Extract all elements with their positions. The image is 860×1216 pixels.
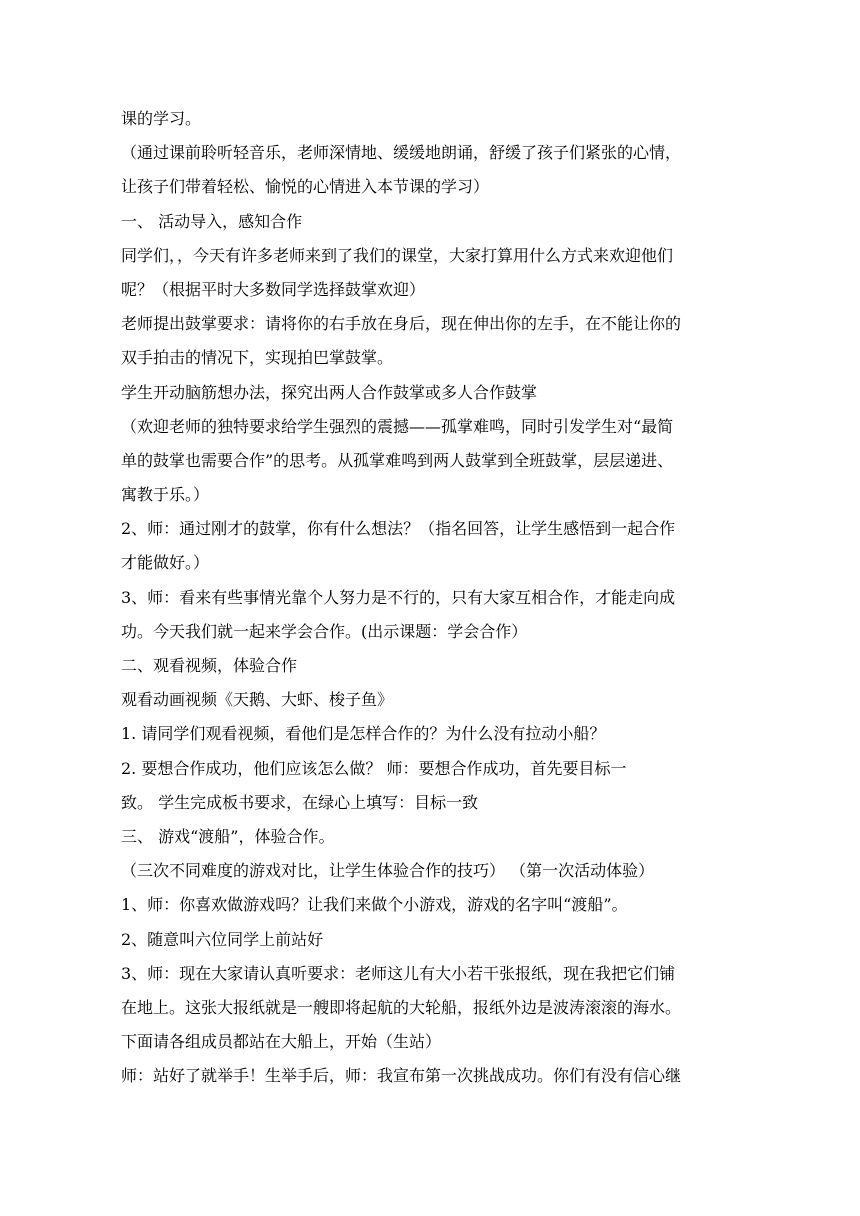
text-line: 让孩子们带着轻松、愉悦的心情进入本节课的学习）: [121, 177, 490, 197]
text-line: 寓教于乐。）: [121, 485, 210, 505]
text-line: 才能做好。）: [121, 553, 210, 573]
text-line: 3、师：现在大家请认真听要求：老师这儿有大小若干张报纸，现在我把它们铺: [121, 963, 676, 983]
text-line: 双手拍击的情况下，实现拍巴掌鼓掌。: [121, 348, 394, 368]
text-line: 课的学习。: [121, 109, 202, 128]
text-line: 学生开动脑筋想办法，探究出两人合作鼓掌或多人合作鼓掌: [121, 382, 538, 402]
text-line: 呢？（根据平时大多数同学选择鼓掌欢迎）: [121, 279, 426, 299]
text-line: 1. 请同学们观看视频，看他们是怎样合作的？为什么没有拉动小船？: [121, 724, 606, 744]
text-line: 下面请各组成员都站在大船上，开始（生站）: [121, 1032, 442, 1052]
text-line: 1、师：你喜欢做游戏吗？让我们来做个小游戏，游戏的名字叫“渡船”。: [121, 895, 628, 915]
text-line: 同学们，，今天有许多老师来到了我们的课堂，大家打算用什么方式来欢迎他们: [121, 245, 674, 265]
text-line: （三次不同难度的游戏对比，让学生体验合作的技巧） （第一次活动体验）: [121, 861, 655, 881]
section-heading: 一、 活动导入，感知合作: [121, 211, 303, 231]
section-heading: 二、观看视频，体验合作: [121, 656, 298, 675]
text-line: 老师提出鼓掌要求：请将你的右手放在身后，现在伸出你的左手，在不能让你的: [121, 314, 682, 334]
text-line: 2. 要想合作成功，他们应该怎么做？ 师：要想合作成功，首先要目标一: [121, 758, 627, 778]
text-line: （通过课前聆听轻音乐，老师深情地、缓缓地朗诵，舒缓了孩子们紧张的心情，: [121, 143, 682, 163]
section-heading: 三、 游戏“渡船”，体验合作。: [121, 826, 335, 846]
text-line: 3、师：看来有些事情光靠个人努力是不行的，只有大家互相合作，才能走向成: [121, 587, 676, 607]
text-line: 2、师：通过刚才的鼓掌，你有什么想法？（指名回答，让学生感悟到一起合作: [121, 519, 676, 539]
text-line: 致。 学生完成板书要求，在绿心上填写：目标一致: [121, 792, 479, 812]
text-line: 师：站好了就举手！生举手后，师：我宣布第一次挑战成功。你们有没有信心继: [121, 1066, 682, 1086]
text-line: 功。今天我们就一起来学会合作。(出示课题：学会合作）: [121, 621, 528, 641]
text-line: （欢迎老师的独特要求给学生强烈的震撼——孤掌难鸣，同时引发学生对“最简: [121, 416, 674, 436]
text-line: 单的鼓掌也需要合作”的思考。从孤掌难鸣到两人鼓掌到全班鼓掌，层层递进、: [121, 450, 674, 470]
document-body: [121, 102, 741, 1093]
text-line: 2、随意叫六位同学上前站好: [121, 929, 324, 949]
text-line: 观看动画视频《天鹅、大虾、梭子鱼》: [121, 690, 394, 710]
text-line: 在地上。这张大报纸就是一艘即将起航的大轮船，报纸外边是波涛滚滚的海水。: [121, 997, 682, 1017]
